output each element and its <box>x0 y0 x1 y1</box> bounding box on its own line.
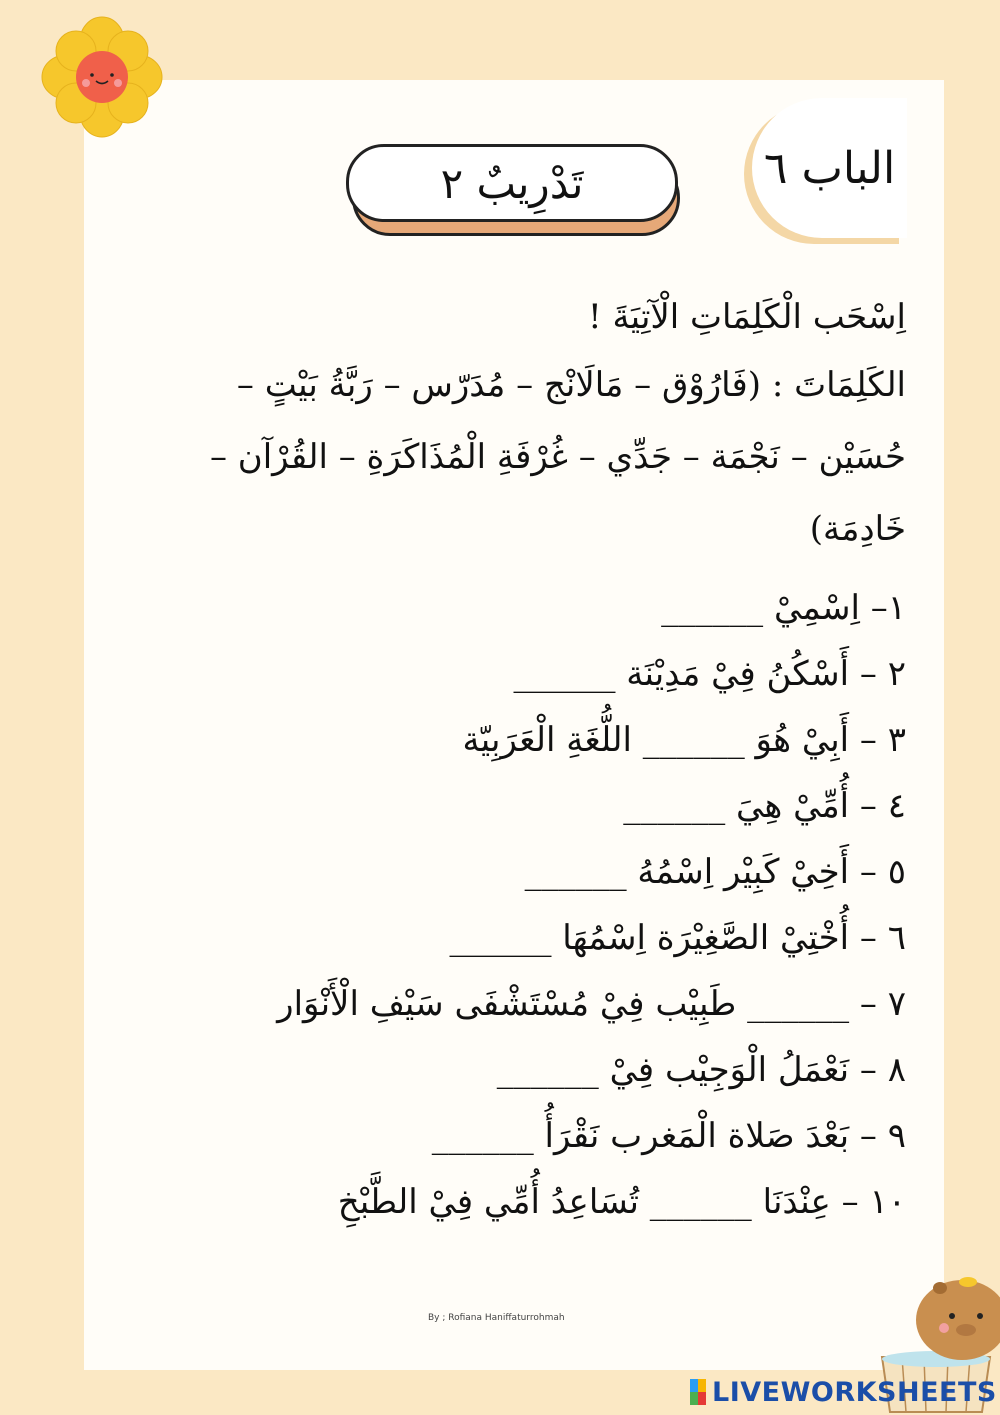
question-number: ٩ – <box>859 1116 906 1156</box>
chapter-title: الباب ٦ <box>763 142 896 194</box>
question-text[interactable]: أُخْتِيْ الصَّغِيْرَة اِسْمُهَا ______ <box>449 918 850 958</box>
question-number: ٤ – <box>859 786 906 826</box>
question-text[interactable]: عِنْدَنَا ______ تُسَاعِدُ أُمِّي فِيْ الطَّبْخِ <box>337 1182 831 1222</box>
worksheet-content <box>150 285 906 1235</box>
question-text[interactable]: بَعْدَ صَلاة الْمَغرب نَقْرَأُ ______ <box>431 1116 850 1156</box>
question-text[interactable]: نَعْمَلُ الْوَجِيْب فِيْ ______ <box>496 1050 850 1090</box>
question-7 <box>150 971 906 1037</box>
question-5 <box>150 839 906 905</box>
liveworksheets-logo[interactable] <box>690 1375 997 1409</box>
question-number: ٣ – <box>859 720 906 760</box>
question-text[interactable]: أَخِيْ كَبِيْر اِسْمُهُ ______ <box>524 852 850 892</box>
question-number: ٦ – <box>859 918 906 958</box>
author-credit: By ; Rofiana Haniffaturrohmah <box>428 1313 565 1323</box>
question-list <box>150 575 906 1235</box>
question-2 <box>150 641 906 707</box>
question-text[interactable]: أَسْكُنُ فِيْ مَدِيْنَة ______ <box>513 654 850 694</box>
question-8 <box>150 1037 906 1103</box>
chapter-tab <box>752 98 907 238</box>
question-number: ١٠ – <box>841 1182 906 1222</box>
instruction-text: اِسْحَب الْكَلِمَاتِ الْآتِيَةَ ! <box>587 297 906 337</box>
word-bank-label: الكَلِمَاتَ : <box>771 365 906 405</box>
question-number: ٨ – <box>859 1050 906 1090</box>
question-text[interactable]: أَبِيْ هُوَ ______ اللُّغَةِ الْعَرَبِيّة <box>462 720 850 760</box>
question-text[interactable]: أُمِّيْ هِيَ ______ <box>623 786 850 826</box>
liveworksheets-brand: LIVEWORKSHEETS <box>712 1376 997 1408</box>
question-number: ١– <box>870 588 906 628</box>
exercise-title-box <box>346 144 678 222</box>
question-1 <box>150 575 906 641</box>
question-4 <box>150 773 906 839</box>
question-6 <box>150 905 906 971</box>
question-10 <box>150 1169 906 1235</box>
question-9 <box>150 1103 906 1169</box>
word-bank <box>150 349 906 565</box>
flower-sun-icon <box>40 15 165 140</box>
question-text[interactable]: اِسْمِيْ ______ <box>661 588 860 628</box>
question-number: ٧ – <box>859 984 906 1024</box>
word-bank-words: (فَارُوْق – مَالَانْج – مُدَرّس – رَبَّةُ بَيْتٍ – حُسَيْن – نَجْمَة – جَدِّي – غُرْفَةِ الْمُذَاكَرَةِ – القُرْآن – خَادِمَة) <box>209 365 906 549</box>
liveworksheets-logo-icon <box>690 1379 706 1405</box>
question-number: ٥ – <box>859 852 906 892</box>
exercise-title: تَدْرِيبٌ ٢ <box>440 158 584 208</box>
question-number: ٢ – <box>859 654 906 694</box>
question-text[interactable]: ______ طَبِيْب فِيْ مُسْتَشْفَى سَيْفِ الْأَنْوَار <box>277 984 850 1024</box>
question-3 <box>150 707 906 773</box>
